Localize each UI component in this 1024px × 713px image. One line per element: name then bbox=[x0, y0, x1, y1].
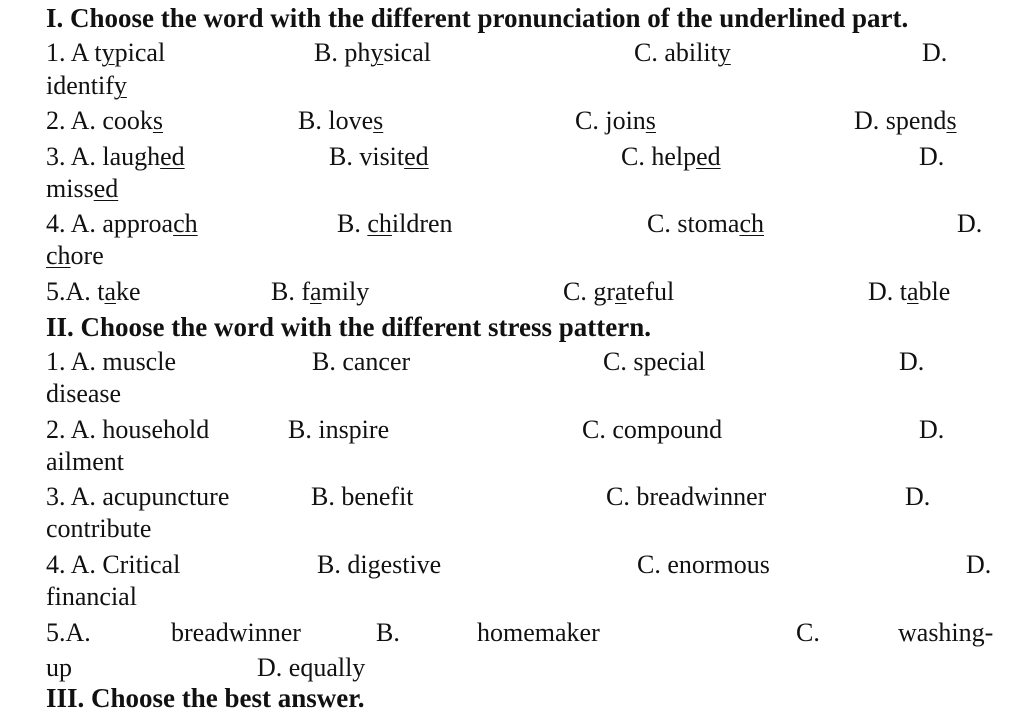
s2-q1-option-a: 1. A. muscle bbox=[46, 347, 176, 376]
s1-q2-option-c: C. joins bbox=[575, 106, 656, 135]
s2-q2-option-d: ailment bbox=[46, 447, 124, 476]
section-3-heading: III. Choose the best answer. bbox=[46, 683, 365, 713]
s1-q4-option-c: C. stomach bbox=[647, 209, 764, 238]
s2-q3-option-a: 3. A. acupuncture bbox=[46, 482, 230, 511]
s1-q4-option-a: 4. A. approach bbox=[46, 209, 198, 238]
s1-q5-option-d: D. table bbox=[868, 277, 951, 306]
s1-q3-option-d: missed bbox=[46, 174, 119, 203]
s2-q5-option-d: D. equally bbox=[257, 653, 366, 682]
s2-q4-option-d-label: D. bbox=[966, 550, 992, 579]
s1-q4-option-b: B. children bbox=[337, 209, 453, 238]
s1-q4-option-d: chore bbox=[46, 241, 104, 270]
s1-q5-option-a: 5.A. take bbox=[46, 277, 141, 306]
s2-q3-option-d: contribute bbox=[46, 514, 152, 543]
s2-q2-option-d-label: D. bbox=[919, 415, 945, 444]
s2-q4-option-c: C. enormous bbox=[637, 550, 770, 579]
s2-q2-option-a: 2. A. household bbox=[46, 415, 210, 444]
s2-q3-option-d-label: D. bbox=[905, 482, 931, 511]
s2-q1-option-b: B. cancer bbox=[312, 347, 411, 376]
s1-q3-option-b: B. visited bbox=[329, 142, 429, 171]
s1-q2-option-b: B. loves bbox=[298, 106, 384, 135]
s2-q2-option-b: B. inspire bbox=[288, 415, 390, 444]
s2-q4-option-b: B. digestive bbox=[317, 550, 442, 579]
s2-q5-option-a: breadwinner bbox=[171, 618, 301, 647]
s1-q5-option-c: C. grateful bbox=[563, 277, 675, 306]
s2-q1-option-d: disease bbox=[46, 379, 122, 408]
s2-q3-option-c: C. breadwinner bbox=[606, 482, 767, 511]
s1-q1-option-d: identify bbox=[46, 71, 127, 100]
s2-q5-option-c: washing- bbox=[898, 618, 994, 647]
s1-q1-option-a: 1. A typical bbox=[46, 38, 166, 67]
s2-q5-option-b: homemaker bbox=[477, 618, 600, 647]
s2-q1-option-d-label: D. bbox=[899, 347, 925, 376]
s2-q2-option-c: C. compound bbox=[582, 415, 723, 444]
s1-q2-option-a: 2. A. cooks bbox=[46, 106, 164, 135]
s1-q1-option-b: B. physical bbox=[314, 38, 431, 67]
s2-q1-option-c: C. special bbox=[603, 347, 706, 376]
s1-q1-option-c: C. ability bbox=[634, 38, 731, 67]
s1-q3-option-d-label: D. bbox=[919, 142, 945, 171]
s1-q3-option-a: 3. A. laughed bbox=[46, 142, 185, 171]
s2-q5-option-a-label: 5.A. bbox=[46, 618, 91, 647]
s1-q5-option-b: B. family bbox=[271, 277, 370, 306]
s1-q3-option-c: C. helped bbox=[621, 142, 721, 171]
s2-q3-option-b: B. benefit bbox=[311, 482, 414, 511]
s2-q4-option-d: financial bbox=[46, 582, 137, 611]
s1-q1-option-d-label: D. bbox=[922, 38, 948, 67]
s1-q4-option-d-label: D. bbox=[957, 209, 983, 238]
section-1-heading: I. Choose the word with the different pronunciation of the underlined part. bbox=[46, 3, 909, 33]
s1-q2-option-d: D. spends bbox=[854, 106, 957, 135]
s2-q5-option-b-label: B. bbox=[376, 618, 400, 647]
s2-q5-option-c-cont: up bbox=[46, 653, 72, 682]
s2-q4-option-a: 4. A. Critical bbox=[46, 550, 181, 579]
section-2-heading: II. Choose the word with the different stress pattern. bbox=[46, 312, 651, 342]
s2-q5-option-c-label: C. bbox=[796, 618, 820, 647]
